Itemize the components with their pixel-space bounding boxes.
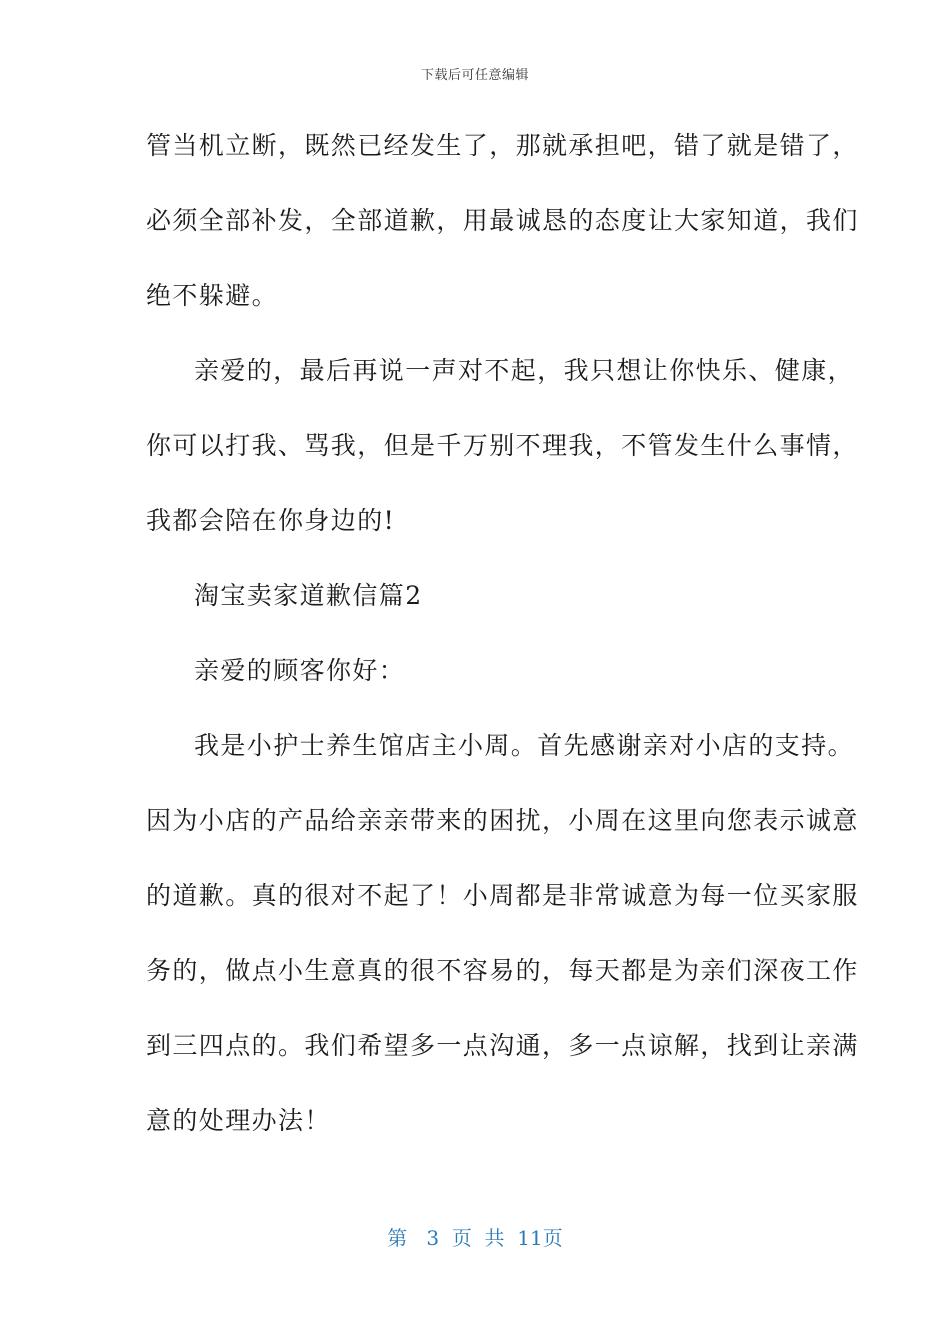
paragraph-start-line: 亲爱的，最后再说一声对不起，我只想让你快乐、健康， <box>194 356 855 385</box>
body-line: 意的处理办法！ <box>146 1106 331 1135</box>
document-body <box>146 118 859 1168</box>
paragraph-start-line: 我是小护士养生馆店主小周。首先感谢亲对小店的支持。 <box>194 731 855 760</box>
body-line: 你可以打我、骂我，但是千万别不理我，不管发生什么事情， <box>146 431 859 460</box>
total-pages-number: 11 <box>517 1226 543 1250</box>
body-line: 绝不躲避。 <box>146 281 279 310</box>
body-line: 我都会陪在你身边的! <box>146 506 396 535</box>
footer-page-label: 页 <box>451 1226 472 1250</box>
current-page-number: 3 <box>426 1226 440 1250</box>
footer-total-label: 共 <box>484 1226 505 1250</box>
body-line: 管当机立断，既然已经发生了，那就承担吧，错了就是错了， <box>146 131 859 160</box>
footer-suffix: 页 <box>542 1226 563 1250</box>
footer-prefix: 第 <box>387 1226 408 1250</box>
salutation-line: 亲爱的顾客你好： <box>194 656 406 685</box>
body-line: 因为小店的产品给亲亲带来的困扰，小周在这里向您表示诚意 <box>146 806 859 835</box>
page-header: 下载后可任意编辑 <box>420 68 529 83</box>
body-line: 的道歉。真的很对不起了！小周都是非常诚意为每一位买家服 <box>146 881 859 910</box>
body-line: 务的，做点小生意真的很不容易的，每天都是为亲们深夜工作 <box>146 956 859 985</box>
section-heading: 淘宝卖家道歉信篇2 <box>194 581 423 610</box>
body-line: 必须全部补发，全部道歉，用最诚恳的态度让大家知道，我们 <box>146 206 859 235</box>
body-line: 到三四点的。我们希望多一点沟通，多一点谅解，找到让亲满 <box>146 1031 859 1060</box>
page-number-footer <box>0 1222 950 1251</box>
